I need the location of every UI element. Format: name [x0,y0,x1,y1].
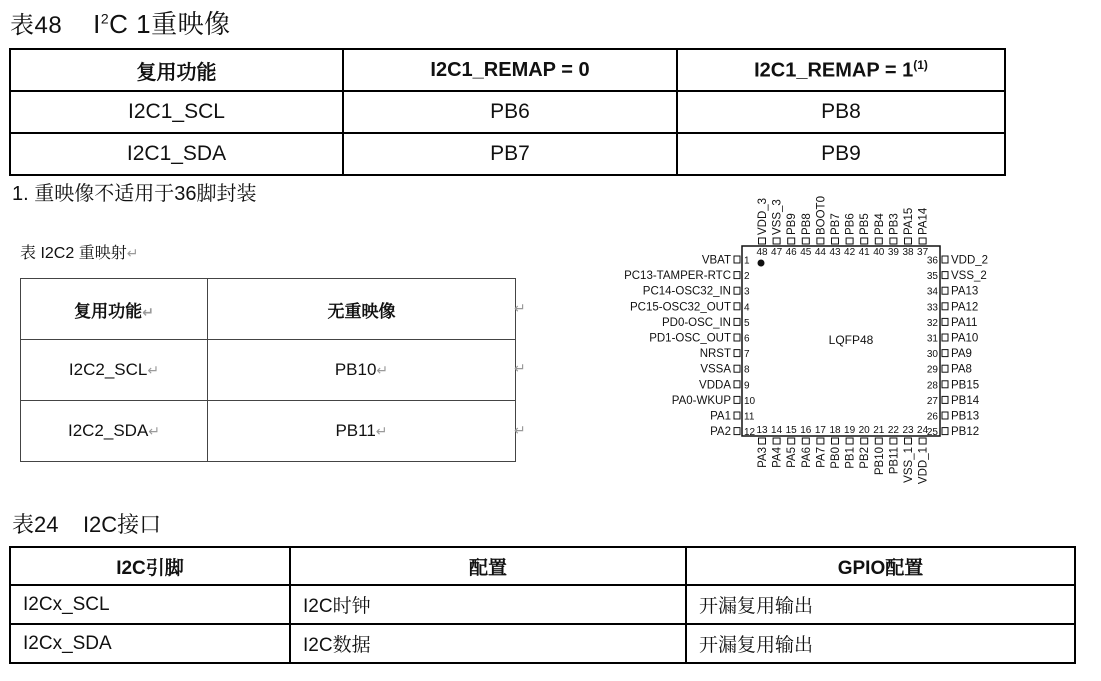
pin-number: 23 [902,425,914,436]
pin-pad [942,381,948,388]
pin-pad [905,438,912,444]
table-cell: I2Cx_SCL [10,585,290,624]
pin-pad [875,238,882,244]
table-cell: PB7 [343,133,677,175]
pin-pad [734,256,740,263]
pin-pad [759,438,766,444]
pin-pad [734,350,740,357]
pin-pad [942,350,948,357]
pin-label: VSS_2 [951,270,987,283]
pin-number: 42 [844,247,856,258]
pin-pad [942,428,948,435]
pin-label: VBAT [701,254,731,267]
lqfp48-pinout-diagram [596,176,1016,506]
pin-label: PB0 [830,447,842,469]
pin-number: 9 [744,380,750,392]
table-header-row [10,547,1075,585]
pin-label: PB3 [888,213,901,235]
table-row [10,585,1075,624]
pin-label: PA3 [757,447,769,468]
pin-label: PB5 [859,213,872,235]
header-cell [21,279,208,340]
table48-number: 表48 [10,12,63,39]
pin-pad [942,256,948,263]
return-mark: ↵ [514,360,526,376]
pin-label: PB6 [844,213,857,235]
pin-pad [773,238,780,244]
table-cell: I2C1_SCL [10,91,343,133]
return-mark: ↵ [514,422,526,438]
pin-number: 19 [844,425,856,436]
pin-label: PA2 [710,426,731,439]
pin-label: PB11 [888,447,901,475]
pin-label: PA11 [951,316,978,329]
table-header-row [10,49,1005,91]
pin-pad [802,438,809,444]
table-cell [208,401,516,462]
pin-pad [942,334,948,341]
pin-number: 3 [744,286,750,298]
pin-pad [832,438,839,444]
pin-pad [734,365,740,372]
pin-number: 6 [744,333,750,345]
return-mark: ↵ [376,362,389,378]
pin-label: PA12 [951,301,979,314]
header-cell: I2C引脚 [10,547,290,585]
pin-number: 27 [926,395,938,407]
table-cell: 开漏复用输出 [686,585,1075,624]
pin-number: 47 [771,247,783,258]
return-mark: ↵ [375,423,388,439]
pin-number: 41 [858,247,870,258]
return-mark: ↵ [514,300,526,316]
pin-pad [734,412,740,419]
table48-title [10,4,231,41]
pin-number: 45 [800,247,812,258]
pin-number: 28 [926,380,938,392]
pin-number: 8 [744,364,750,376]
caption-text: 表 I2C2 重映射 [20,245,127,262]
table-header-row [21,279,516,340]
pin-label: PD1-OSC_OUT [649,332,731,345]
pin-label: PA7 [815,447,828,468]
table24-number: 表24 [12,512,59,537]
pin-number: 40 [873,247,885,258]
pin-pad [773,438,780,444]
pin-label: VDDA [699,379,731,392]
pin-pad [905,238,912,244]
pin-number: 26 [926,411,938,423]
pin-number: 7 [744,349,750,361]
cell-text: PB10 [334,360,377,379]
pin-pad [734,396,740,403]
table48-title-rest: C 1重映像 [109,9,231,39]
pin-pad [942,287,948,294]
table-row [10,91,1005,133]
pin-pad [734,428,740,435]
table-row [10,624,1075,663]
pin-label: PB4 [873,213,886,235]
pin-label: PA0-WKUP [671,394,731,407]
pin-pad [734,287,740,294]
pin-number: 10 [744,395,756,407]
table48-title-i: I [93,9,101,39]
table24-title-text: I2C接口 [82,512,162,537]
pin-label: VDD_3 [757,197,769,235]
pin-pad [846,238,853,244]
cell-text: PB11 [335,421,376,440]
pin-label: PB10 [873,447,886,476]
header-text: 无重映像 [327,301,396,321]
table-cell: I2Cx_SDA [10,624,290,663]
i2c1-remap-table [9,48,1006,176]
pin-number: 39 [887,247,899,258]
table-cell: PB9 [677,133,1005,175]
pin-number: 13 [756,425,768,436]
header-cell [208,279,516,340]
return-mark: ↵ [147,362,160,378]
header-text: I2C1_REMAP = 1 [754,59,914,82]
pin-pad [875,438,882,444]
pin-number: 18 [829,425,841,436]
pin-pad [890,438,897,444]
table-cell: PB8 [677,91,1005,133]
table-cell: I2C1_SDA [10,133,343,175]
pin-label: PC14-OSC32_IN [642,285,731,298]
pin-number: 35 [926,271,938,283]
pin-label: VSS_3 [771,199,784,235]
pin-pad [861,438,868,444]
header-cell: I2C1_REMAP = 0 [343,49,677,91]
i2c2-table-caption [20,240,138,263]
pin-label: PA8 [951,363,972,376]
table-row [10,133,1005,175]
pin-label: PA5 [786,447,799,468]
pin-number: 44 [814,247,826,258]
pin-label: VDD_1 [917,447,930,485]
pin-label: PC15-OSC32_OUT [630,301,731,314]
pin-number: 15 [785,425,797,436]
pin-pad [734,318,740,325]
pin-number: 25 [926,427,938,439]
pin-pad [788,438,795,444]
header-text: 复用功能 [74,301,143,321]
pin-pad [734,303,740,310]
pin-number: 1 [744,255,750,267]
pin-pad [942,412,948,419]
pin-pad [942,272,948,279]
pin-number: 20 [858,425,870,436]
pin-number: 11 [744,411,755,423]
pin-number: 5 [744,317,750,329]
table-cell [21,401,208,462]
pin-label: PB14 [951,394,980,407]
footnote-ref: (1) [913,57,928,72]
table24-title [12,508,161,539]
pin-number: 4 [744,302,750,314]
lqfp48-svg [596,176,1016,506]
pin-pad [919,238,926,244]
pin-number: 22 [887,425,899,436]
pin-pad [734,381,740,388]
pin-number: 38 [902,247,914,258]
pin-pad [942,303,948,310]
pin-number: 24 [917,425,929,436]
package-label: LQFP48 [828,333,874,347]
pin-label: PB1 [844,447,857,469]
pin-number: 34 [926,286,938,298]
pin-number: 31 [926,333,938,345]
table-cell: 开漏复用输出 [686,624,1075,663]
pin-number: 30 [926,349,938,361]
table-cell [21,340,208,401]
pin-pad [832,238,839,244]
pin-pad [734,272,740,279]
pin-label: PB9 [786,213,799,235]
pin-number: 33 [926,302,938,314]
pin-label: PB12 [951,426,980,439]
return-mark: ↵ [126,245,139,261]
pin-number: 21 [873,425,885,436]
pin1-marker-dot [758,260,765,267]
cell-text: I2C2_SCL [68,360,148,379]
pin-number: 48 [756,247,768,258]
cell-text: I2C2_SDA [67,421,149,440]
pin-label: PA1 [710,410,731,423]
pin-label: PA6 [800,447,813,468]
table-row [21,340,516,401]
pin-label: PA14 [917,207,930,235]
pin-number: 29 [926,364,938,376]
table-cell: I2C时钟 [290,585,686,624]
pin-label: PA15 [903,207,915,235]
pin-group [624,196,988,484]
pin-number: 12 [744,427,756,439]
table-cell: I2C数据 [290,624,686,663]
header-cell [677,49,1005,91]
pin-number: 43 [829,247,841,258]
pin-label: NRST [699,348,731,361]
pin-pad [734,334,740,341]
footnote-text: 1. 重映像不适用于36脚封装 [12,183,257,205]
pin-pad [802,238,809,244]
pin-number: 14 [771,425,783,436]
table48-title-superscript: 2 [100,10,110,27]
i2c-interface-table [9,546,1076,664]
pin-pad [861,238,868,244]
pin-label: BOOT0 [815,196,828,235]
table-row [21,401,516,462]
pin-number: 17 [814,425,826,436]
pin-pad [942,365,948,372]
pin-number: 32 [926,317,938,329]
pin-pad [759,238,766,244]
pin-label: VSS_1 [903,447,915,483]
pin-label: PB8 [800,213,813,235]
return-mark: ↵ [142,303,154,320]
pin-pad [817,238,824,244]
pin-number: 37 [917,247,929,258]
i2c2-remap-table [20,278,516,462]
pin-pad [846,438,853,444]
pin-label: PD0-OSC_IN [661,316,731,329]
pin-label: PC13-TAMPER-RTC [624,270,731,283]
pin-pad [890,238,897,244]
pin-number: 46 [785,247,797,258]
pin-pad [817,438,824,444]
pin-label: PB7 [830,213,842,235]
pin-pad [919,438,926,444]
pin-label: VSSA [700,363,731,376]
header-cell: 配置 [290,547,686,585]
return-mark: ↵ [148,423,161,439]
header-cell: GPIO配置 [686,547,1075,585]
pin-label: PB15 [951,379,980,392]
pin-pad [942,318,948,325]
pin-number: 2 [744,271,750,283]
pin-label: PA4 [771,447,784,468]
header-cell: 复用功能 [10,49,343,91]
pin-pad [942,396,948,403]
pin-label: PA13 [951,285,979,298]
pin-label: PB13 [951,410,980,423]
table-cell: PB6 [343,91,677,133]
pin-label: VDD_2 [951,254,989,267]
pin-label: PA9 [951,348,972,361]
pin-label: PB2 [859,447,872,469]
table-cell [208,340,516,401]
pin-pad [788,238,795,244]
pin-label: PA10 [951,332,979,345]
pin-number: 16 [800,425,812,436]
pin-number: 36 [926,255,938,267]
